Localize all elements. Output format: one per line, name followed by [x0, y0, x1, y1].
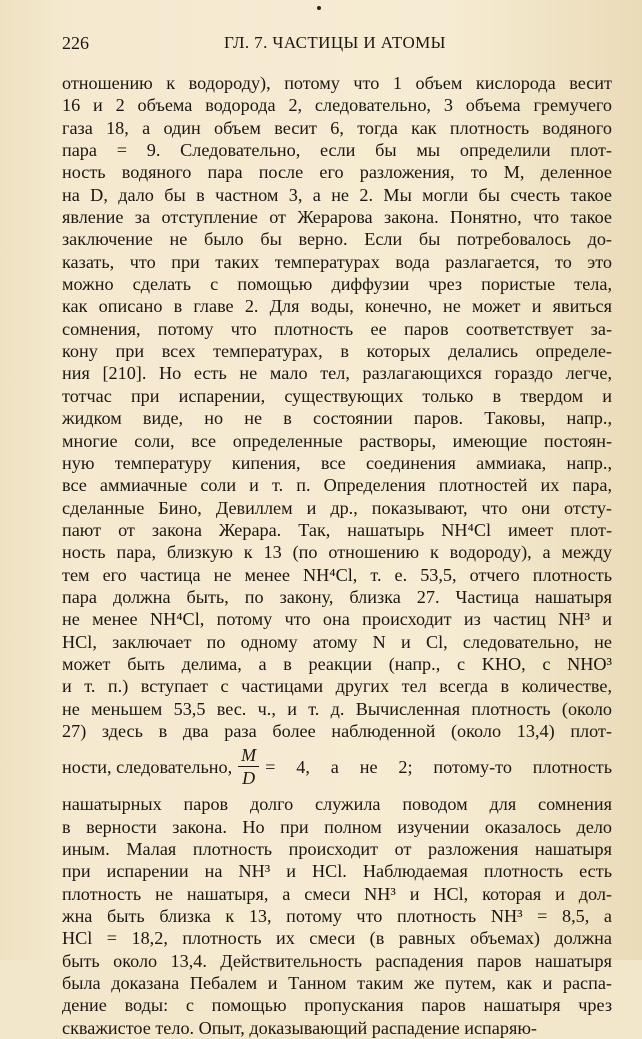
formula-right-text: = 4, а не 2; потому-то плотность: [265, 756, 612, 777]
text-line: HCl = 18,2, плотность их смеси (в равных объемах) должна: [62, 928, 612, 949]
text-line: пара должна быть, по закону, близка 27. Частица нашатыря: [62, 586, 612, 607]
text-line: 16 и 2 объема водорода 2, следовательно, 3 объема гремучего: [62, 95, 612, 116]
formula-left-text: ности, следовательно,: [62, 756, 233, 777]
text-line: была доказана Пебалем и Танном таким же путем, как и распа-: [62, 973, 612, 994]
text-line: и т. п.) вступает с частицами других тел всегда в количестве,: [62, 676, 612, 697]
text-line: пают от закона Жерара. Так, нашатырь NH⁴Cl имеет плот-: [62, 519, 612, 540]
text-line: ния [210]. Но есть не мало тел, разлагающихся гораздо легче,: [62, 363, 612, 384]
text-line: в верности закона. Но при полном изучении оказалось дело: [62, 816, 612, 837]
text-line: пара = 9. Следовательно, если бы мы определили плот-: [62, 140, 612, 161]
text-line: можно сделать с помощью диффузии чрез пористые тела,: [62, 274, 612, 295]
text-line: газа 18, а один объем весит 6, тогда как плотность водяного: [62, 117, 612, 138]
text-line: ность водяного пара после его разложения, то M, деленное: [62, 162, 612, 183]
text-line: ную температуру кипения, все соединения аммиака, напр.,: [62, 452, 612, 473]
text-line: 27) здесь в два раза более наблюденной (около 13,4) плот-: [62, 720, 612, 741]
text-line: жна быть близка к 13, потому что плотность NH³ = 8,5, а: [62, 906, 612, 927]
text-line: кону при всех температурах, в которых делались определе-: [62, 341, 612, 362]
text-line: многие соли, все определенные растворы, имеющие постоян-: [62, 430, 612, 451]
text-line: плотность не нашатыря, а смеси NH³ и HCl, которая и дол-: [62, 883, 612, 904]
text-line: не меньшем 53,5 вес. ч., и т. д. Вычисленная плотность (около: [62, 698, 612, 719]
text-line: на D, дало бы в частном 3, а не 2. Мы могли бы счесть такое: [62, 184, 612, 205]
text-line: дение воды: с помощью пропускания паров нашатыря чрез: [62, 995, 612, 1016]
print-speck: [317, 6, 321, 10]
text-line: не менее NH⁴Cl, потому что она происходит из частиц NH³ и: [62, 609, 612, 630]
text-line: как описано в главе 2. Для воды, конечно, не может и явиться: [62, 296, 612, 317]
page-number: 226: [62, 33, 89, 53]
page-header: [62, 33, 612, 61]
running-title: ГЛ. 7. ЧАСТИЦЫ И АТОМЫ: [224, 33, 446, 52]
text-line: при испарении на NH³ и HCl. Наблюдаемая плотность есть: [62, 861, 612, 882]
paragraph-top: [62, 72, 612, 742]
formula-line: [62, 740, 612, 793]
text-line: нашатырных паров долго служила поводом для сомнения: [62, 794, 612, 815]
text-line: иным. Малая плотность происходит от разложения нашатыря: [62, 839, 612, 859]
text-line: скважистое тело. Опыт, доказывающий распадение испаряю-: [62, 1017, 537, 1038]
text-line: быть около 13,4. Действительность распадения паров нашатыря: [62, 950, 612, 971]
text-line: тотчас при испарении, существующих только в твердом и: [62, 385, 612, 406]
body-text: [62, 72, 612, 1039]
text-line: казать, что при таких температурах вода разлагается, то это: [62, 251, 612, 272]
text-line: явление за отступление от Жерарова закона. Понятно, что такое: [62, 207, 612, 228]
text-line: ность пара, близкую к 13 (по отношению к водороду), а между: [62, 542, 612, 563]
fraction-m-over-d: [238, 745, 259, 788]
fraction-denominator: D: [242, 768, 256, 789]
text-line: все аммиачные соли и т. п. Определения плотностей их пара,: [62, 475, 612, 496]
paragraph-bottom: [62, 793, 612, 1039]
fraction-numerator: M: [238, 745, 259, 767]
text-line: отношению к водороду), потому что 1 объем кислорода весит: [62, 73, 612, 93]
text-line: сомнения, потому что плотность ее паров соответствует за-: [62, 318, 612, 339]
text-line: HCl, заключает по одному атому N и Cl, следовательно, не: [62, 631, 612, 652]
text-line: может быть делима, а в реакции (напр., с KHO, с NHO³: [62, 653, 612, 674]
text-line: жидком виде, но не в состоянии паров. Таковы, напр.,: [62, 408, 612, 429]
text-line: тем его частица не менее NH⁴Cl, т. е. 53,5, отчего плотность: [62, 564, 612, 585]
text-line: заключение не было бы верно. Если бы потребовалось до-: [62, 229, 612, 250]
text-line: сделанные Бино, Девиллем и др., показывают, что они отсту-: [62, 497, 612, 518]
